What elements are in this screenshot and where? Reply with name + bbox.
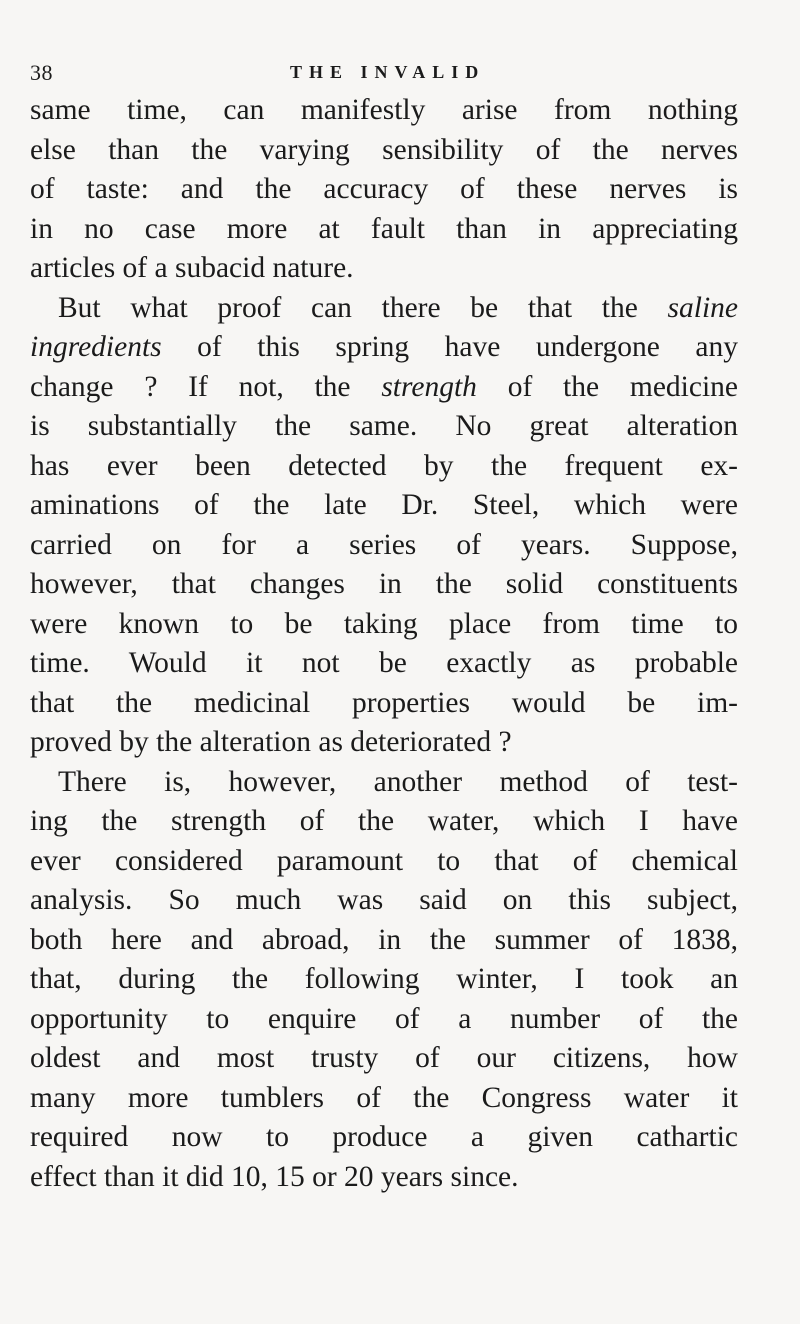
- italic-phrase: strength: [381, 370, 477, 403]
- text-segment: of this spring have undergone any: [161, 331, 738, 363]
- text-line: is substantially the same. No great alteration: [30, 410, 738, 442]
- text-line: [30, 328, 738, 368]
- text-line: has ever been detected by the frequent ex-: [30, 449, 738, 482]
- text-line: of taste: and the accuracy of these nerves is: [30, 173, 738, 205]
- text-line: else than the varying sensibility of the nerves: [30, 133, 738, 166]
- text-line: however, that changes in the solid constituents: [30, 568, 738, 600]
- text-line: There is, however, another method of test-: [58, 765, 738, 798]
- text-line: aminations of the late Dr. Steel, which were: [30, 489, 738, 521]
- text-line: ing the strength of the water, which I have: [30, 805, 738, 837]
- text-segment: But what proof can there be that the: [58, 291, 668, 324]
- text-line: effect than it did 10, 15 or 20 years since.: [30, 1160, 519, 1193]
- italic-phrase: saline: [667, 291, 738, 324]
- text-segment: change ? If not, the: [30, 370, 382, 403]
- text-line: [30, 368, 738, 408]
- body-text: [30, 91, 738, 1197]
- text-line: that the medicinal properties would be im-: [30, 686, 738, 719]
- text-line: proved by the alteration as deteriorated ?: [30, 726, 512, 758]
- running-title: THE INVALID: [290, 62, 486, 82]
- page-number: 38: [30, 60, 53, 85]
- text-line: that, during the following winter, I took an: [30, 963, 738, 995]
- text-line: [30, 289, 738, 329]
- text-line: oldest and most trusty of our citizens, how: [30, 1042, 738, 1074]
- text-segment: of the medicine: [476, 370, 739, 403]
- text-line: articles of a subacid nature.: [30, 252, 354, 284]
- text-line: in no case more at fault than in appreciating: [30, 212, 738, 245]
- text-line: were known to be taking place from time to: [30, 607, 738, 640]
- text-line: time. Would it not be exactly as probable: [30, 647, 738, 679]
- text-line: opportunity to enquire of a number of the: [30, 1002, 738, 1035]
- text-line: same time, can manifestly arise from nothing: [30, 94, 738, 126]
- text-line: both here and abroad, in the summer of 1838,: [30, 923, 738, 956]
- text-line: ever considered paramount to that of chemical: [30, 844, 738, 877]
- text-line: many more tumblers of the Congress water it: [30, 1081, 738, 1114]
- text-line: required now to produce a given cathartic: [30, 1121, 738, 1153]
- text-line: carried on for a series of years. Suppose,: [30, 528, 738, 561]
- italic-phrase: ingredients: [30, 331, 162, 363]
- text-line: analysis. So much was said on this subject,: [30, 884, 738, 916]
- running-head: [30, 60, 750, 90]
